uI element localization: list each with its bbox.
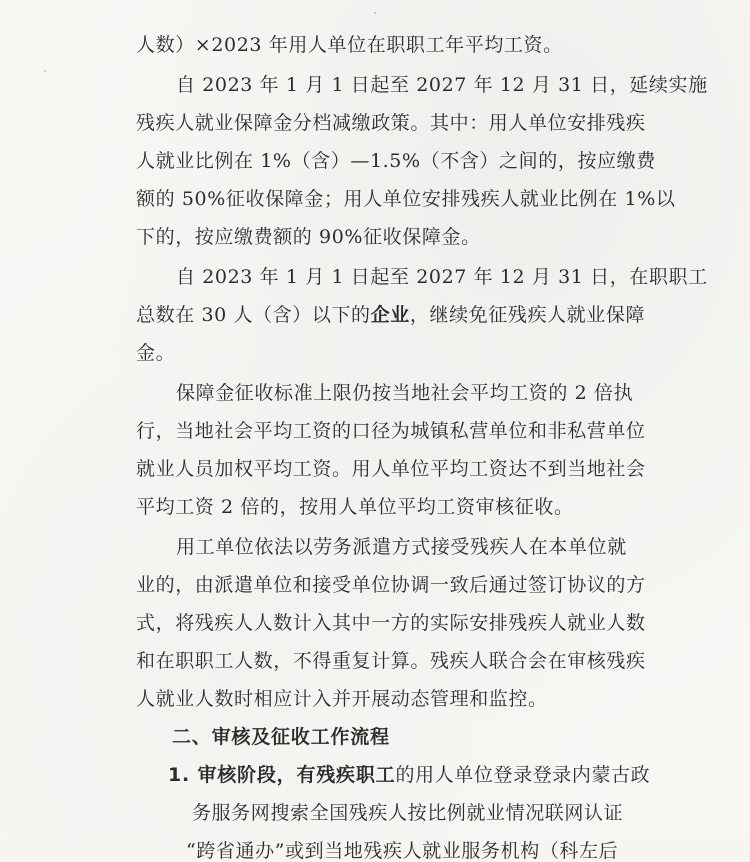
paragraph-line: 保障金征收标准上限仍按当地社会平均工资的 2 倍执 — [176, 382, 634, 404]
list-item-line: 务服务网搜索全国残疾人按比例就业情况联网认证 — [192, 802, 624, 824]
text-run: 总数在 30 人（含）以下的 — [136, 304, 371, 326]
paragraph-line: 下的，按应缴费额的 90%征收保障金。 — [136, 226, 481, 248]
paragraph-line: 自 2023 年 1 月 1 日起至 2027 年 12 月 31 日，在职职工 — [176, 266, 708, 288]
section-heading: 二、审核及征收工作流程 — [172, 726, 390, 748]
text-run: 的用人单位登录登录内蒙古政 — [395, 764, 651, 786]
paragraph-line: 自 2023 年 1 月 1 日起至 2027 年 12 月 31 日，延续实施 — [176, 74, 708, 96]
paragraph-line: 残疾人就业保障金分档减缴政策。其中：用人单位安排残疾 — [136, 112, 646, 134]
paragraph-line: 用工单位依法以劳务派遣方式接受残疾人在本单位就 — [176, 536, 627, 558]
paragraph-line: 额的 50%征收保障金；用人单位安排残疾人就业比例在 1%以 — [136, 188, 676, 210]
list-item-lead: 1. 审核阶段，有残疾职工 — [168, 764, 396, 786]
paragraph-line: 金。 — [136, 342, 176, 364]
scan-speck — [44, 70, 46, 72]
paragraph-line: 平均工资 2 倍的，按用人单位平均工资审核征收。 — [136, 496, 574, 518]
list-item-line — [168, 766, 650, 785]
paragraph-line — [136, 306, 645, 325]
list-item-line: “跨省通办”或到当地残疾人就业服务机构（科左后 — [186, 840, 619, 862]
paragraph-line: 式，将残疾人人数计入其中一方的实际安排残疾人就业人数 — [136, 612, 646, 634]
paragraph-line: 行，当地社会平均工资的口径为城镇私营单位和非私营单位 — [136, 420, 646, 442]
paragraph-line: 人就业比例在 1%（含）—1.5%（不含）之间的，按应缴费 — [136, 150, 656, 172]
paragraph-line: 就业人员加权平均工资。用人单位平均工资达不到当地社会 — [136, 458, 646, 480]
paragraph-line: 人数）×2023 年用人单位在职职工年平均工资。 — [136, 34, 563, 56]
scan-speck — [374, 12, 376, 14]
emphasis-text: 企业 — [370, 304, 410, 326]
text-run: ，继续免征残疾人就业保障 — [409, 304, 646, 326]
paragraph-line: 和在职职工人数，不得重复计算。残疾人联合会在审核残疾 — [136, 650, 646, 672]
paragraph-line: 人就业人数时相应计入并开展动态管理和监控。 — [136, 688, 548, 710]
paragraph-line: 业的，由派遣单位和接受单位协调一致后通过签订协议的方 — [136, 574, 646, 596]
